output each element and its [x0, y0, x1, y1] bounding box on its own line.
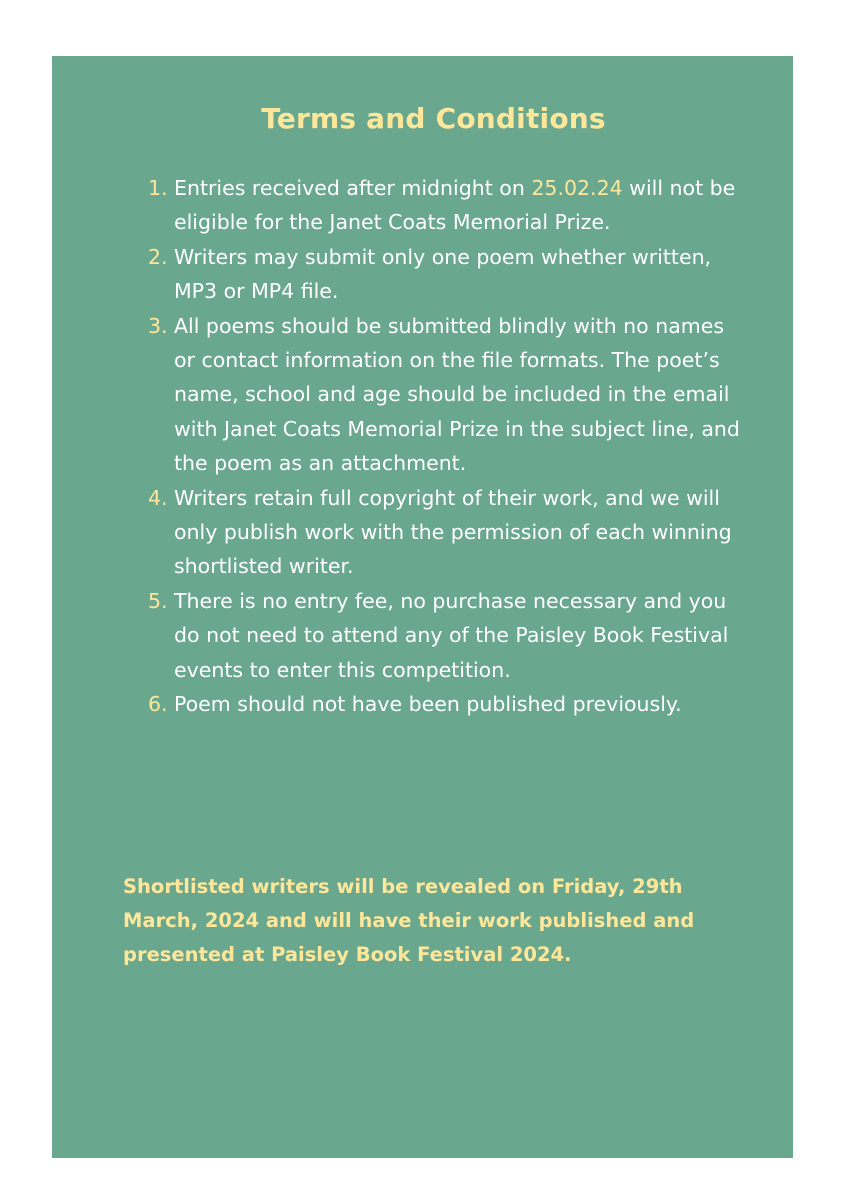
deadline-date: 25.02.24 [531, 176, 623, 200]
term-item-4 [148, 481, 748, 584]
term-text: All poems should be submitted blindly with no names or contact information on the file formats. The poet’s name, school and age should be included in the email with Janet Coats Memorial Prize in the subject line, and the poem as an attachment. [174, 313, 740, 476]
terms-panel [52, 56, 793, 1158]
term-item-2 [148, 240, 748, 309]
term-number: 5. [148, 588, 168, 613]
term-text: Poem should not have been published previously. [174, 692, 682, 717]
term-text: Writers may submit only one poem whether written, MP3 or MP4 file. [174, 244, 712, 304]
term-item-1 [148, 171, 748, 240]
term-number: 6. [148, 692, 168, 717]
term-text: Entries received after midnight on [174, 176, 532, 200]
term-item-6 [148, 687, 748, 721]
term-item-5 [148, 584, 748, 687]
term-number: 2. [148, 244, 168, 269]
term-number: 1. [148, 176, 168, 200]
term-text: will not be eligible for the Janet Coats Memorial Prize. [174, 176, 736, 235]
page-title: Terms and Conditions [261, 102, 606, 135]
term-number: 4. [148, 485, 168, 510]
term-item-3 [148, 309, 748, 481]
shortlist-announcement: Shortlisted writers will be revealed on Friday, 29th March, 2024 and will have their work published and presented at Paisley Book Festival 2024. [123, 875, 695, 966]
term-text: There is no entry fee, no purchase necessary and you do not need to attend any of the Paisley Book Festival events to enter this competition. [174, 588, 729, 682]
term-number: 3. [148, 313, 168, 338]
terms-list [148, 171, 748, 722]
term-text: Writers retain full copyright of their work, and we will only publish work with the permission of each winning shortlisted writer. [174, 485, 732, 579]
